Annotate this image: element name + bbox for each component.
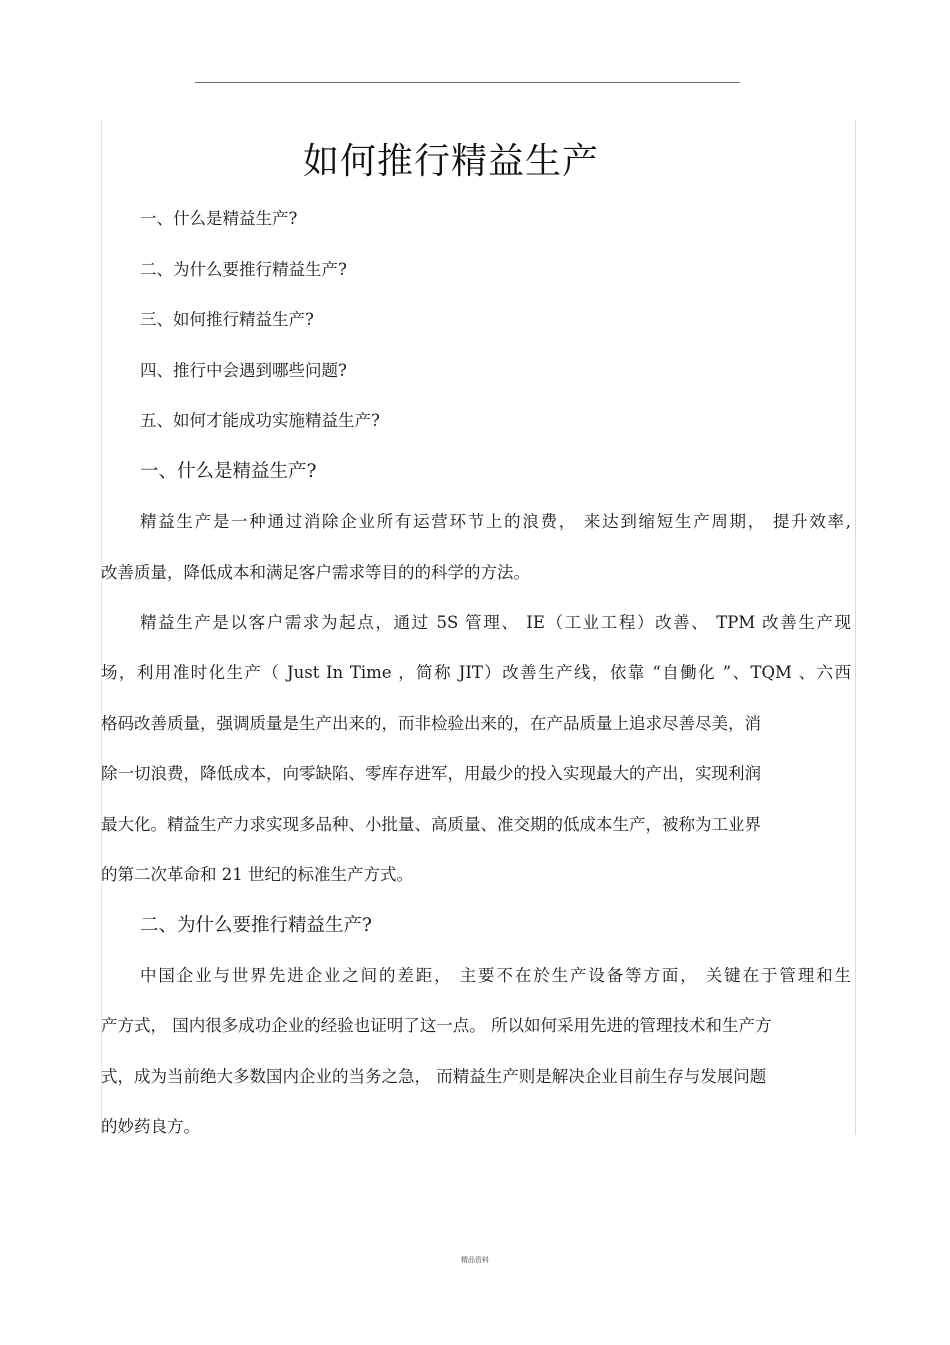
toc-item-4: 四、推行中会遇到哪些问题? — [140, 361, 347, 380]
paragraph-line: 的妙药良方。 — [101, 1117, 200, 1136]
toc-item-5: 五、如何才能成功实施精益生产? — [140, 411, 380, 430]
page-footer: 精品资料 — [461, 1256, 489, 1264]
toc-item-1: 一、什么是精益生产? — [140, 209, 298, 228]
paragraph-line: 最大化。精益生产力求实现多品种、小批量、高质量、准交期的低成本生产，被称为工业界 — [101, 815, 761, 834]
page-frame-right — [855, 120, 856, 1135]
paragraph-line: 改善质量，降低成本和满足客户需求等目的的科学的方法。 — [101, 563, 530, 582]
document-title: 如何推行精益生产 — [302, 141, 599, 182]
paragraph-line: 场，利用准时化生产（ Just In Time ，简称 JIT）改善生产线，依靠 “自働化 ”、TQM 、六西 — [101, 663, 851, 682]
header-rule — [195, 82, 740, 83]
paragraph-line: 产方式， 国内很多成功企业的经验也证明了这一点。 所以如何采用先进的管理技术和生产方 — [101, 1016, 772, 1035]
paragraph-line: 的第二次革命和 21 世纪的标准生产方式。 — [101, 865, 413, 884]
paragraph-line: 中国企业与世界先进企业之间的差距， 主要不在於生产设备等方面， 关键在于管理和生 — [140, 966, 851, 985]
paragraph-line: 精益生产是一种通过消除企业所有运营环节上的浪费， 来达到缩短生产周期， 提升效率, — [140, 512, 851, 531]
page-frame-left — [101, 120, 102, 1135]
toc-item-2: 二、为什么要推行精益生产? — [140, 260, 347, 279]
section-heading: 二、为什么要推行精益生产? — [140, 915, 372, 936]
paragraph-line: 式，成为当前绝大多数国内企业的当务之急， 而精益生产则是解决企业目前生存与发展问题 — [101, 1067, 767, 1086]
paragraph-line: 除一切浪费，降低成本，向零缺陷、零库存进军，用最少的投入实现最大的产出，实现利润 — [101, 764, 761, 783]
paragraph-line: 精益生产是以客户需求为起点，通过 5S 管理、 IE（工业工程）改善、 TPM 改善生产现 — [140, 613, 851, 632]
section-heading: 一、什么是精益生产? — [140, 461, 317, 482]
paragraph-line: 格码改善质量，强调质量是生产出来的，而非检验出来的，在产品质量上追求尽善尽美，消 — [101, 714, 761, 733]
toc-item-3: 三、如何推行精益生产? — [140, 310, 314, 329]
